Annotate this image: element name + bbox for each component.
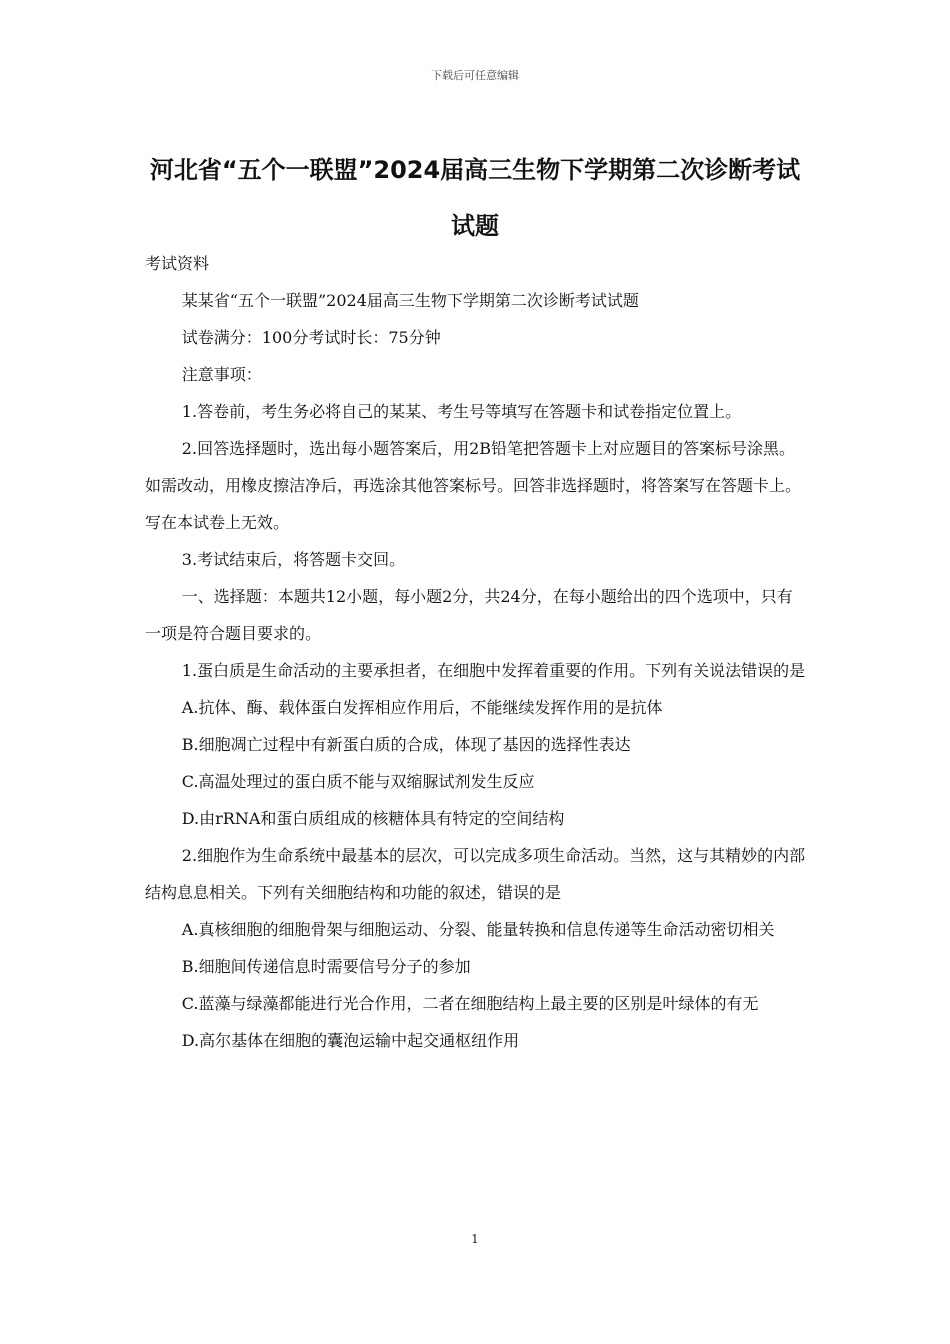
- question-1-option-a: A.抗体、酶、载体蛋白发挥相应作用后，不能继续发挥作用的是抗体: [181, 698, 663, 717]
- section-heading: 一、选择题：本题共12小题，每小题2分，共24分，在每小题给出的四个选项中，只有一项是符合题目要求的。: [145, 587, 793, 643]
- question-1: 1.蛋白质是生命活动的主要承担者，在细胞中发挥着重要的作用。下列有关说法错误的是: [181, 661, 806, 680]
- question-2-option-d: D.高尔基体在细胞的囊泡运输中起交通枢纽作用: [181, 1031, 520, 1050]
- section-label: 考试资料: [145, 254, 210, 273]
- question-2-option-b: B.细胞间传递信息时需要信号分子的参加: [181, 957, 471, 976]
- header-note: 下载后可任意编辑: [431, 69, 519, 82]
- exam-name: 某某省“五个一联盟”2024届高三生物下学期第二次诊断考试试题: [181, 291, 639, 310]
- question-2: 2.细胞作为生命系统中最基本的层次，可以完成多项生命活动。当然，这与其精妙的内部结构息息相关。下列有关细胞结构和功能的叙述，错误的是: [145, 846, 806, 902]
- document-body: [145, 245, 807, 1059]
- notice-item-1: 1.答卷前，考生务必将自己的某某、考生号等填写在答题卡和试卷指定位置上。: [181, 402, 742, 421]
- question-2-option-a: A.真核细胞的细胞骨架与细胞运动、分裂、能量转换和信息传递等生命活动密切相关: [181, 920, 775, 939]
- exam-info: 试卷满分：100分考试时长：75分钟: [181, 328, 441, 347]
- question-1-option-b: B.细胞凋亡过程中有新蛋白质的合成，体现了基因的选择性表达: [181, 735, 631, 754]
- page-title: 河北省“五个一联盟”2024届高三生物下学期第二次诊断考试试题: [149, 156, 801, 240]
- question-2-option-c: C.蓝藻与绿藻都能进行光合作用，二者在细胞结构上最主要的区别是叶绿体的有无: [181, 994, 759, 1013]
- notice-heading: 注意事项：: [181, 365, 262, 384]
- notice-item-2: 2.回答选择题时，选出每小题答案后，用2B铅笔把答题卡上对应题目的答案标号涂黑。如需改动，用橡皮擦洁净后，再选涂其他答案标号。回答非选择题时，将答案写在答题卡上。写在本试卷上无效。: [145, 439, 802, 532]
- notice-item-3: 3.考试结束后，将答题卡交回。: [181, 550, 406, 569]
- question-1-option-c: C.高温处理过的蛋白质不能与双缩脲试剂发生反应: [181, 772, 535, 791]
- page-number: 1: [471, 1232, 479, 1246]
- question-1-option-d: D.由rRNA和蛋白质组成的核糖体具有特定的空间结构: [181, 809, 565, 828]
